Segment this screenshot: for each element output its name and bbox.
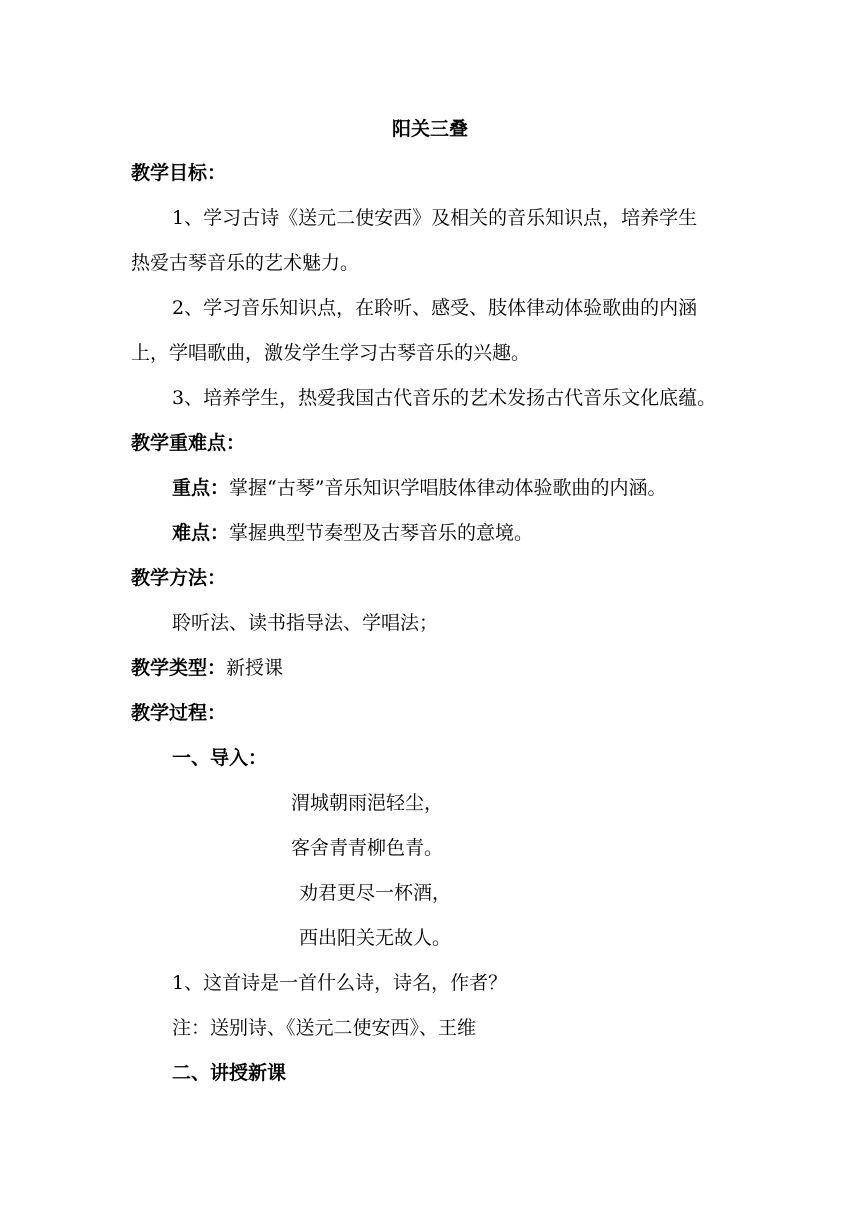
focus-line (172, 475, 666, 501)
objective-1-line-2: 热爱古琴音乐的艺术魅力。 (131, 252, 360, 274)
poem-line-3: 劝君更尽一杯酒， (299, 882, 452, 904)
objective-2-line-2: 上，学唱歌曲，激发学生学习古琴音乐的兴趣。 (131, 342, 531, 364)
section-1-heading: 一、导入： (172, 747, 268, 769)
objective-1-line-1: 1、学习古诗《送元二使安西》及相关的音乐知识点，培养学生 (172, 207, 698, 229)
key-points-heading: 教学重难点： (131, 432, 246, 454)
methods-heading: 教学方法： (131, 567, 227, 589)
poem-line-4: 西出阳关无故人。 (299, 927, 452, 949)
poem-line-1: 渭城朝雨浥轻尘， (291, 792, 444, 814)
methods-text: 聆听法、读书指导法、学唱法； (172, 612, 439, 634)
objective-3: 3、培养学生，热爱我国古代音乐的艺术发扬古代音乐文化底蕴。 (172, 387, 717, 409)
type-value: 新授课 (226, 657, 284, 679)
poem-line-2: 客舍青青柳色青。 (291, 837, 444, 859)
focus-text: 掌握“古琴”音乐知识学唱肢体律动体验歌曲的内涵。 (229, 477, 667, 499)
note-line: 注：送别诗、《送元二使安西》、王维 (172, 1017, 477, 1039)
difficulty-label: 难点： (172, 522, 230, 544)
objective-2-line-1: 2、学习音乐知识点，在聆听、感受、肢体律动体验歌曲的内涵 (172, 297, 698, 319)
type-label: 教学类型： (131, 657, 227, 679)
focus-label: 重点： (172, 477, 230, 499)
section-2-heading: 二、讲授新课 (172, 1062, 287, 1084)
process-heading: 教学过程： (131, 702, 227, 724)
question-line: 1、这首诗是一首什么诗，诗名，作者？ (172, 972, 508, 994)
difficulty-text: 掌握典型节奏型及古琴音乐的意境。 (229, 522, 534, 544)
objectives-heading: 教学目标： (131, 162, 227, 184)
difficulty-line (172, 520, 533, 546)
type-line (131, 655, 283, 681)
document-title: 阳关三叠 (391, 118, 468, 140)
